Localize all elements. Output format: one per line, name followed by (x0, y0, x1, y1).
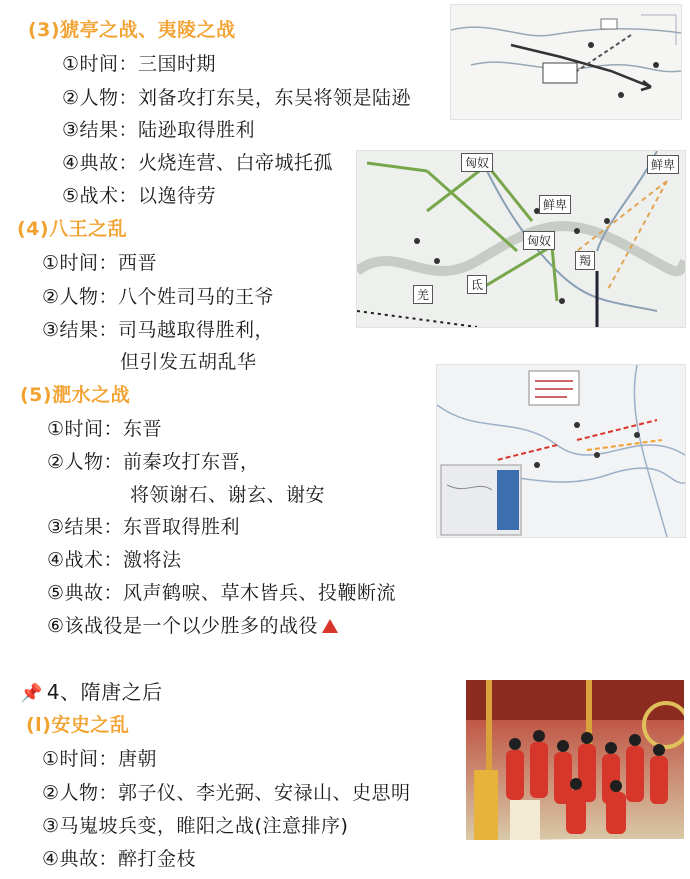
section-4-item-result-cont: 但引发五胡乱华 (120, 351, 257, 373)
section-5-item-tactic: ④战术：激将法 (47, 549, 182, 571)
map-label-xianbei-east: 鲜卑 (647, 155, 679, 174)
section-3-item-allusion: ④典故：火烧连营、白帝城托孤 (62, 152, 334, 174)
five-barbarians-map-drawing (357, 151, 685, 327)
section-5-item-time: ①时间：东晋 (47, 418, 163, 440)
map-label-jie: 羯 (575, 251, 595, 270)
feishui-map-drawing (437, 365, 685, 537)
map-label-di: 氐 (467, 275, 487, 294)
yiling-map-drawing (451, 5, 681, 119)
five-barbarians-map (356, 150, 686, 328)
section-3-item-tactic: ⑤战术：以逸待劳 (62, 185, 217, 207)
feishui-battle-map (436, 364, 686, 538)
section-5-heading: (5)淝水之战 (20, 384, 131, 406)
section-5-item-people: ②人物：前秦攻打东晋， (47, 451, 260, 473)
part-4-item-allusion: ④典故：醉打金枝 (42, 848, 197, 870)
section-5-item-result: ③结果：东晋取得胜利 (47, 516, 241, 538)
map-label-xianbei-center: 鲜卑 (539, 195, 571, 214)
section-4-heading: (4)八王之乱 (17, 218, 128, 240)
warning-triangle-icon (322, 619, 338, 633)
tang-court-painting (466, 680, 684, 840)
section-5-item-allusion: ⑤典故：风声鹤唳、草木皆兵、投鞭断流 (47, 582, 397, 604)
yiling-battle-map (450, 4, 682, 120)
section-5-item-people-cont: 将领谢石、谢玄、谢安 (130, 484, 326, 506)
part-4-subheading: (l)安史之乱 (26, 714, 130, 736)
section-5-note-text: ⑥该战役是一个以少胜多的战役 (47, 615, 319, 637)
map-label-xiongnu-center: 匈奴 (523, 231, 555, 250)
section-4-item-result: ③结果：司马越取得胜利， (42, 319, 275, 341)
section-3-heading: (3)猇亭之战、夷陵之战 (28, 19, 236, 41)
part-4-item-time: ①时间：唐朝 (42, 748, 158, 770)
part-4-item-events: ③马嵬坡兵变，睢阳之战(注意排序) (42, 815, 349, 837)
section-4-item-time: ①时间：西晋 (42, 252, 158, 274)
map-label-qiang: 羌 (413, 285, 433, 304)
part-4-item-people: ②人物：郭子仪、李光弼、安禄山、史思明 (42, 782, 411, 804)
section-5-item-note (47, 614, 338, 638)
part-4-heading: 4、隋唐之后 (46, 680, 163, 704)
pushpin-icon: 📌 (20, 683, 43, 704)
section-3-item-result: ③结果：陆逊取得胜利 (62, 119, 256, 141)
watermark-fade (520, 839, 690, 879)
section-4-item-people: ②人物：八个姓司马的王爷 (42, 286, 275, 308)
tang-court-painting-drawing (466, 680, 684, 840)
part-4-heading-row (20, 680, 163, 706)
section-3-item-time: ①时间：三国时期 (62, 53, 217, 75)
map-label-xiongnu-north: 匈奴 (461, 153, 493, 172)
section-3-item-people: ②人物：刘备攻打东吴，东吴将领是陆逊 (62, 87, 412, 109)
